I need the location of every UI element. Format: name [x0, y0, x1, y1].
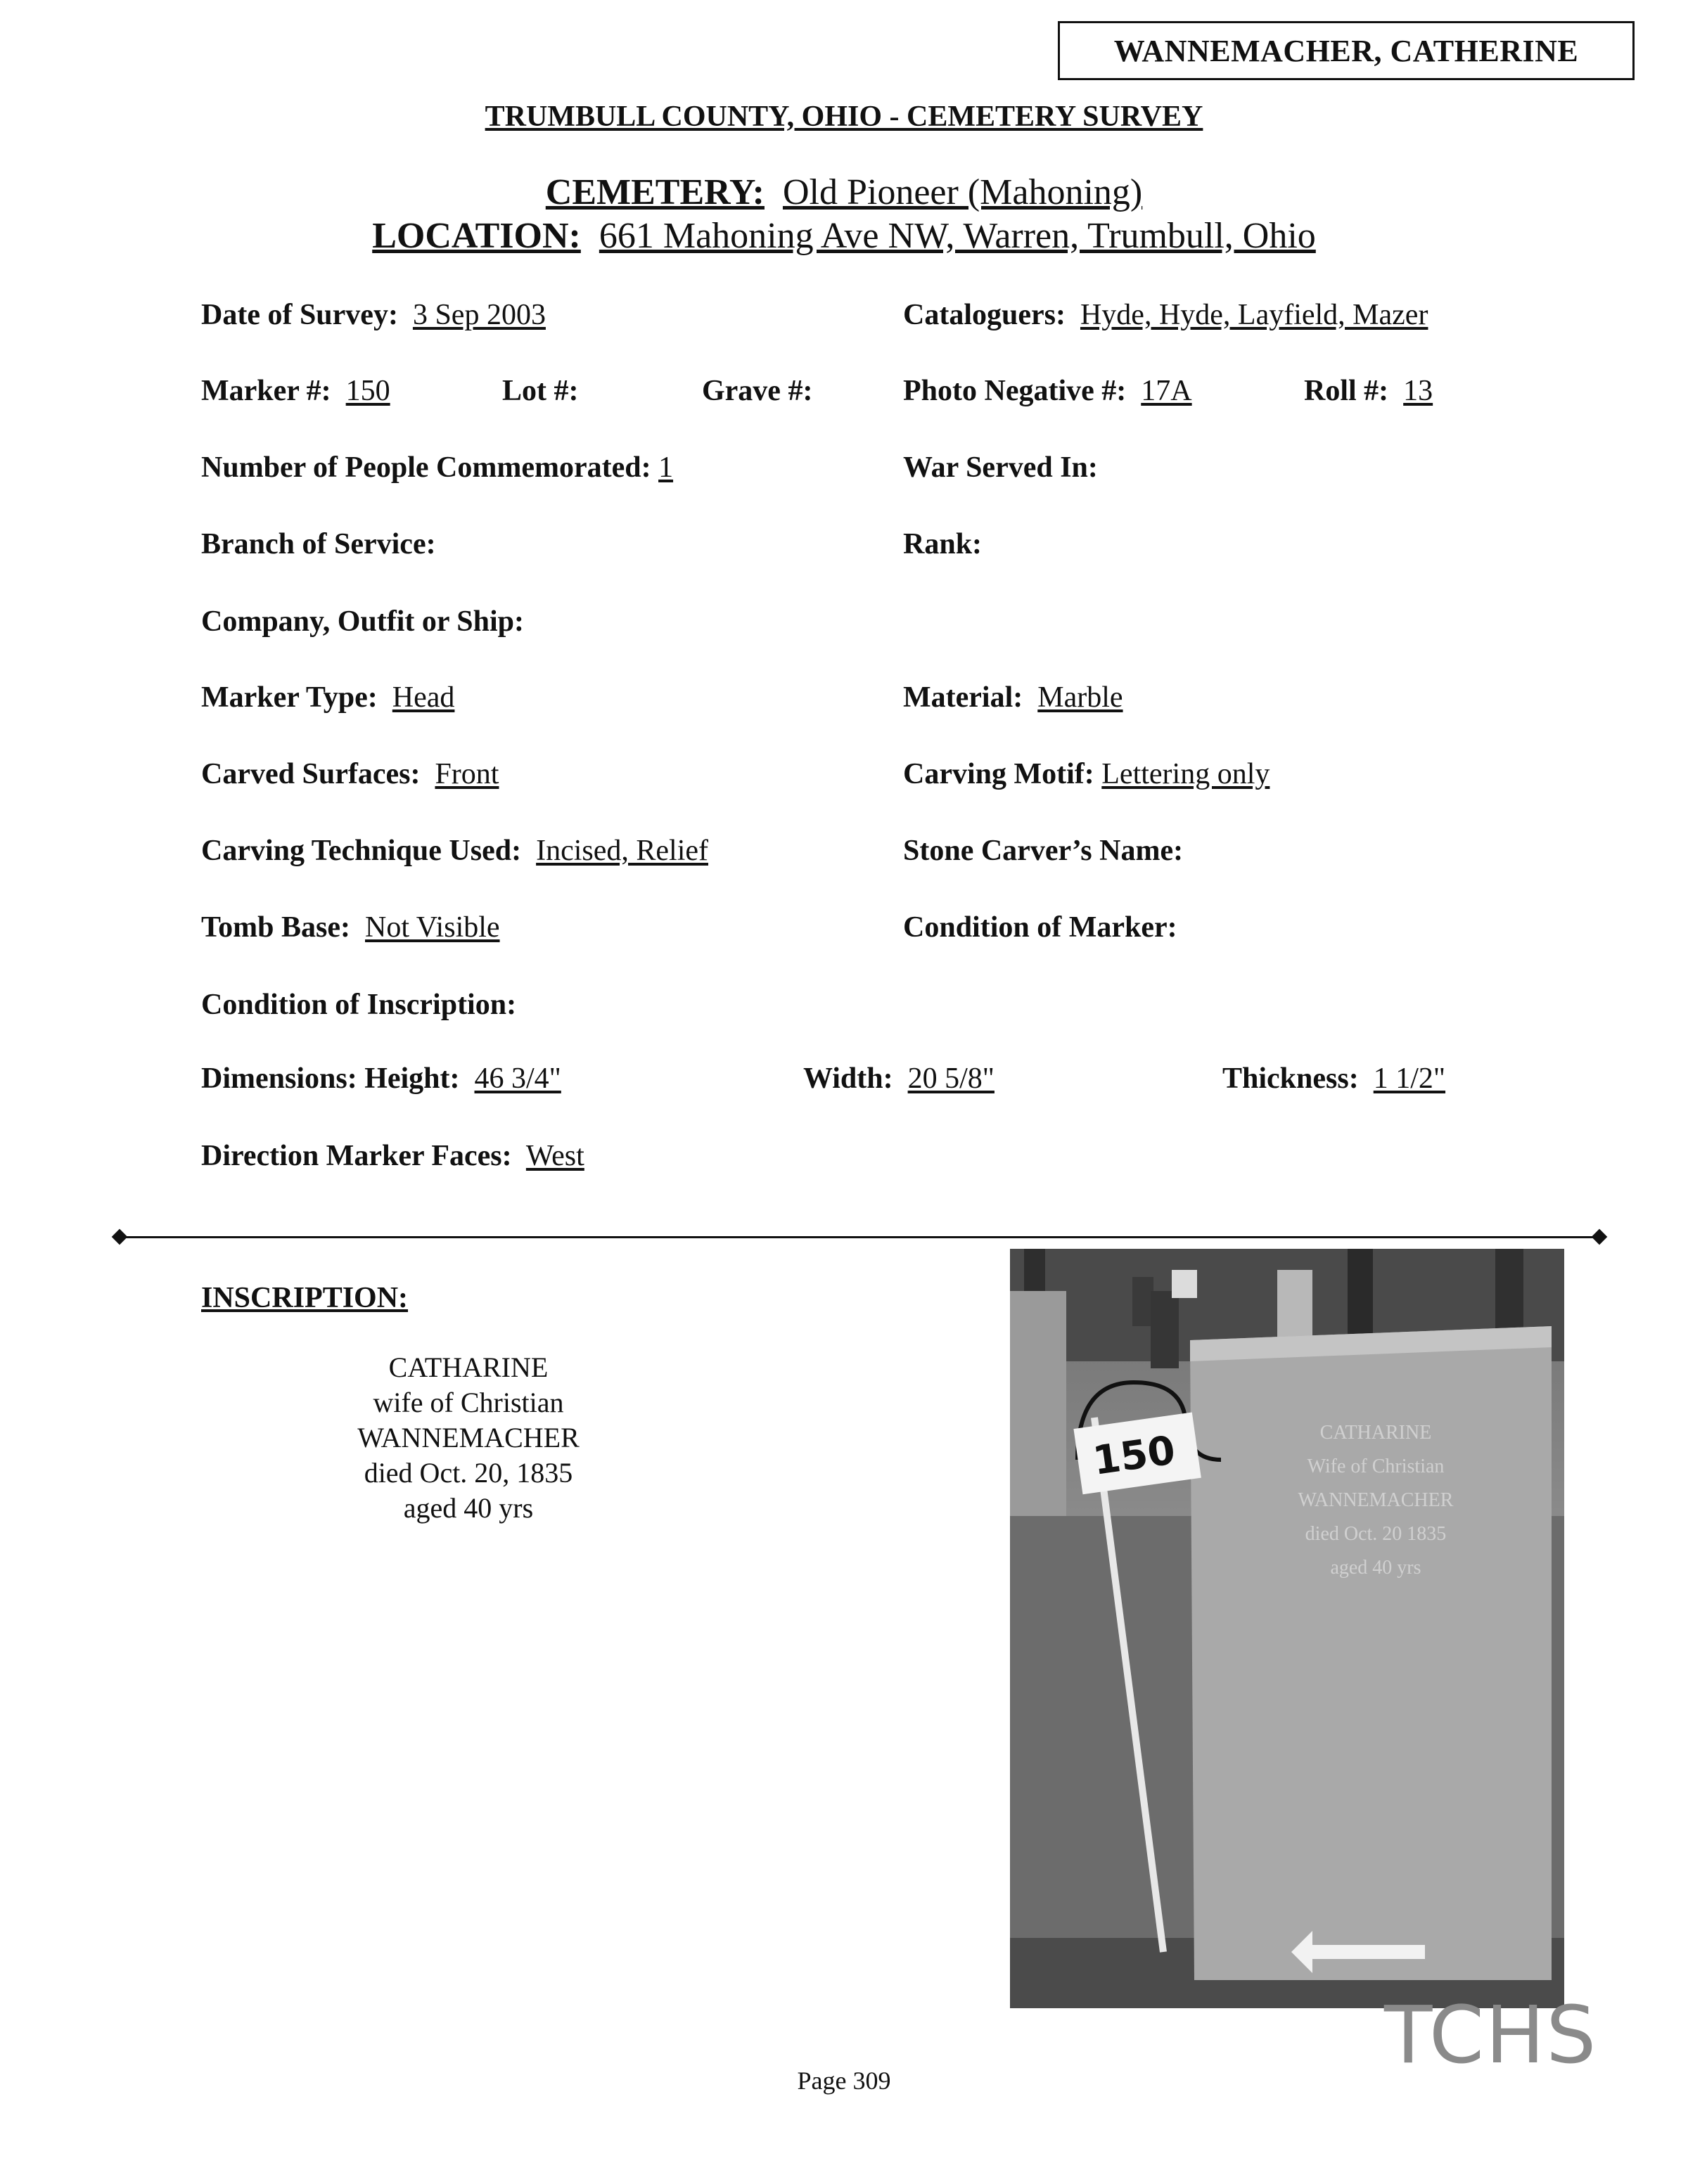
field-dimensions-height: Dimensions: Height: 46 3/4"	[201, 1062, 561, 1095]
stone-line: Wife of Christian	[1307, 1456, 1445, 1477]
field-marker-number: Marker #: 150	[201, 375, 390, 407]
field-cataloguers: Cataloguers: Hyde, Hyde, Layfield, Mazer	[903, 299, 1428, 331]
field-tomb-base: Tomb Base: Not Visible	[201, 911, 500, 944]
field-people-commemorated: Number of People Commemorated: 1	[201, 451, 674, 484]
field-condition-of-inscription: Condition of Inscription:	[201, 989, 517, 1021]
field-carving-technique: Carving Technique Used: Incised, Relief	[201, 835, 708, 867]
divider-left-diamond	[112, 1229, 128, 1245]
section-divider	[120, 1236, 1599, 1238]
field-marker-type: Marker Type: Head	[201, 681, 455, 714]
page-number: Page 309	[797, 2067, 891, 2095]
inscription-text	[271, 1350, 665, 1526]
gravestone-photo-drawing	[1010, 1249, 1564, 2008]
field-stone-carver: Stone Carver’s Name:	[903, 835, 1184, 867]
gravestone-carved-text	[1200, 1416, 1552, 1585]
field-direction-marker-faces: Direction Marker Faces: West	[201, 1140, 584, 1172]
header-name-box	[1058, 21, 1635, 80]
field-lot-number: Lot #:	[502, 375, 579, 407]
inscription-line: died Oct. 20, 1835	[364, 1457, 573, 1489]
gravestone-photo	[1010, 1249, 1564, 2008]
stone-line: CATHARINE	[1319, 1422, 1432, 1444]
cemetery-value: Old Pioneer (Mahoning)	[782, 172, 1143, 212]
field-material: Material: Marble	[903, 681, 1123, 714]
field-thickness: Thickness: 1 1/2"	[1222, 1062, 1446, 1095]
inscription-line: wife of Christian	[373, 1387, 564, 1418]
cemetery-line	[0, 172, 1688, 213]
survey-title: TRUMBULL COUNTY, OHIO - CEMETERY SURVEY	[485, 101, 1203, 133]
field-date-of-survey: Date of Survey: 3 Sep 2003	[201, 299, 546, 331]
field-war-served-in: War Served In:	[903, 451, 1098, 484]
field-width: Width: 20 5/8"	[803, 1062, 995, 1095]
location-value: 661 Mahoning Ave NW, Warren, Trumbull, Ohio	[599, 216, 1316, 256]
marker-tag-number: 150	[1090, 1427, 1178, 1484]
field-branch-of-service: Branch of Service:	[201, 528, 436, 560]
field-roll-number: Roll #: 13	[1304, 375, 1433, 407]
stone-line: WANNEMACHER	[1298, 1489, 1454, 1511]
stone-line: aged 40 yrs	[1330, 1557, 1421, 1579]
header-name: WANNEMACHER, CATHERINE	[1113, 33, 1579, 68]
inscription-line: CATHARINE	[388, 1351, 549, 1383]
tchs-watermark: TCHS	[1384, 1990, 1598, 2081]
field-company: Company, Outfit or Ship:	[201, 605, 524, 638]
cemetery-label: CEMETERY:	[545, 172, 765, 212]
location-line	[0, 215, 1688, 257]
field-condition-of-marker: Condition of Marker:	[903, 911, 1177, 944]
inscription-label: INSCRIPTION:	[201, 1282, 409, 1314]
field-carved-surfaces: Carved Surfaces: Front	[201, 758, 499, 790]
location-label: LOCATION:	[372, 216, 581, 256]
field-carving-motif: Carving Motif: Lettering only	[903, 758, 1270, 790]
field-rank: Rank:	[903, 528, 983, 560]
inscription-line: WANNEMACHER	[357, 1422, 580, 1453]
stone-line: died Oct. 20 1835	[1305, 1523, 1447, 1545]
inscription-line: aged 40 yrs	[403, 1492, 534, 1524]
divider-right-diamond	[1592, 1229, 1608, 1245]
field-photo-negative: Photo Negative #: 17A	[903, 375, 1192, 407]
field-grave-number: Grave #:	[702, 375, 813, 407]
